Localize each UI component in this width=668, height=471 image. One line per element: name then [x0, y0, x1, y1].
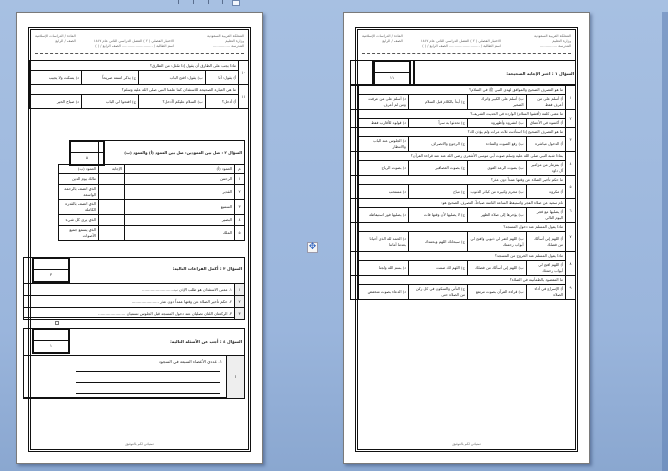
item-number: ٣ — [235, 308, 245, 320]
option-a[interactable]: أ) اللهم افتح لي أبواب رحمتك — [526, 261, 565, 276]
option-a[interactable]: أ) اللهم إني أسألك من فضلك — [526, 232, 565, 252]
grade-total: ٥ — [85, 155, 89, 160]
fill-in-blank[interactable]: ١. معنى الاستئذان هو طلب الإذن ب.......................... — [24, 284, 235, 296]
horizontal-ruler — [0, 0, 668, 8]
header-text: المادة / الدراسات الإسلامية — [362, 34, 403, 38]
option-c[interactable]: ج) التأني والسكون في كل ركن من الصلاة حتى — [408, 285, 467, 300]
table-row — [59, 215, 245, 226]
question3-table — [23, 283, 245, 320]
answer-cell[interactable] — [99, 200, 125, 215]
option-b[interactable]: ب) يؤخرها إلى صلاة الظهر — [468, 208, 527, 223]
option-b[interactable]: ب) قراءة القرآن بصوت مرتفع — [468, 285, 527, 300]
header-text: الاختبار الفصلي ( ٢ ) الفصل الدراسي الثاني عام ١٤٤٧ — [420, 39, 501, 43]
header-middle — [94, 39, 174, 49]
option-d[interactable]: د) الدعاء بصوت منخفض — [359, 285, 409, 300]
table-row — [59, 185, 245, 200]
question-text: ما معنى كلمة (أفشوا السلام) الواردة في الحديث الشريف؟ — [359, 110, 566, 119]
header-right — [207, 34, 244, 49]
ruler-tick — [222, 0, 223, 4]
page-footer: تمنياتي لكم بالتوفيق — [452, 442, 481, 446]
item-number: ١٠ — [239, 61, 249, 85]
question4-box — [23, 328, 245, 398]
ruler-indent-handle[interactable] — [232, 0, 240, 6]
page-border — [28, 27, 251, 452]
header-text: المدرسة ............... — [539, 44, 571, 48]
col-header-a: العمود (أ) — [125, 165, 235, 174]
question3-box — [23, 257, 245, 318]
question1-table — [350, 85, 576, 300]
item-number: ٤ — [566, 152, 576, 176]
column-a-cell: القدير — [125, 185, 235, 200]
option-b[interactable]: ب) أسلم على الكبير واترك الصغير — [468, 95, 527, 110]
option-a[interactable]: أ) مكروه — [526, 185, 565, 199]
row-number: ٤ — [235, 215, 245, 226]
option-b[interactable]: ب) انشروه وأظهروه — [468, 119, 527, 128]
margin-cell — [351, 176, 359, 199]
fill-in-blank[interactable]: ٢. حكم تأخير الصلاة عن وقتها عمداً دون عذر ...................... — [24, 296, 235, 308]
margin-cell — [351, 223, 359, 252]
question3-grade-box — [32, 257, 70, 283]
column-b-cell: الذي اتصف بالقدرة الكاملة — [59, 200, 99, 215]
header-text: وزارة التعليم — [552, 39, 571, 43]
option-c[interactable]: ج) سبحانك اللهم وبحمدك — [408, 232, 467, 252]
option-a[interactable]: أ) الدخول مباشرة — [526, 137, 565, 152]
option-b[interactable]: ب) السلام عليكم أأدخل؟ — [139, 95, 206, 109]
item-number: ٢ — [235, 296, 245, 308]
table-row — [59, 226, 245, 241]
question1-header — [350, 60, 576, 85]
column-a-cell: السميع — [125, 200, 235, 215]
column-a-cell: البصير — [125, 215, 235, 226]
header-text: المملكة العربية السعودية — [207, 34, 244, 38]
option-a[interactable]: أ) أسلم على من أعرف فقط — [526, 95, 565, 110]
question1-continued-table — [29, 60, 249, 109]
option-a[interactable]: أ) أكتموه في الأعماق — [526, 119, 565, 128]
option-a[interactable]: أ) أدخل؟ — [205, 95, 238, 109]
item-number: ١١ — [239, 85, 249, 109]
answer-line[interactable] — [76, 366, 220, 372]
ruler-tick — [193, 0, 194, 4]
header-text: اسم الطالبة / ........................... الصف الرابع / ( ) — [422, 44, 501, 48]
question-text: ما هو التصرف الصحيح والموافق لهدي النبي ﷺ في السلام؟ — [359, 86, 566, 95]
header-text: اسم الطالبة / ........................... الصف الرابع / ( ) — [95, 44, 174, 48]
header-text: الاختبار الفصلي ( ٢ ) الفصل الدراسي الثاني عام ١٤٤٧ — [93, 39, 174, 43]
question-text: ما هو التصرف الصحيح إذا استأذنت ثلاث مرات ولم يؤذن لك؟ — [359, 128, 566, 137]
option-d[interactable]: د) بسم الله ولجنا — [359, 261, 409, 276]
header-left — [35, 34, 76, 44]
answer-cell[interactable] — [99, 174, 125, 185]
answer-cell[interactable] — [99, 185, 125, 200]
option-a[interactable]: أ) الإسراع في أداء الصلاة — [526, 285, 565, 300]
question-text: ما هي العبارة الصحيحة للاستئذان كما علمنا النبي صلى الله عليه وسلم؟ — [30, 85, 239, 95]
option-d[interactable]: د) الحمد لله الذي أحيانا بعدما أماتنا — [359, 232, 409, 252]
grade-earned[interactable] — [375, 62, 409, 73]
header-text: المملكة العربية السعودية — [534, 34, 571, 38]
table-select-handle[interactable] — [55, 321, 59, 325]
option-d[interactable]: د) يصليها فور استيقاظه — [359, 208, 409, 223]
question4-grade-box — [32, 328, 70, 354]
option-a[interactable]: أ) يقول: أنا — [205, 71, 238, 85]
item-number: ١ — [226, 356, 244, 398]
row-number: ١ — [235, 174, 245, 185]
margin-cell — [351, 199, 359, 223]
header-divider — [35, 53, 244, 54]
col-header-b: العمود (ب) — [59, 165, 99, 174]
header-divider — [362, 53, 571, 54]
question-text: ما المقصود بالطمأنينة في الصلاة؟ — [359, 276, 566, 285]
question2-title: السؤال ٢ : صل بين العمودين: صل بين العمود (أ) والعمود (ب) — [99, 141, 245, 165]
question3-title: السؤال ٣ : أكمل الفراغات التالية: — [172, 266, 242, 271]
question1-grade-box — [373, 60, 411, 86]
ruler-tick — [208, 0, 209, 4]
question-text: ماذا يقول المسلم عند الخروج من المسجد؟ — [359, 252, 566, 261]
document-page-2[interactable] — [16, 12, 263, 464]
option-c[interactable]: ج) الرجوع والانصراف — [408, 137, 467, 152]
margin-cell — [351, 110, 359, 128]
header-text: وزارة التعليم — [225, 39, 244, 43]
item-number: ٥ — [566, 176, 576, 199]
column-b-cell: الذي يسمع جميع الأصوات — [59, 226, 99, 241]
column-b-cell: الذي يرى كل شيء — [59, 215, 99, 226]
window-edge — [662, 12, 668, 471]
answer-line[interactable] — [76, 377, 220, 383]
item-number: ٦ — [566, 199, 576, 223]
grade-total: ٣ — [49, 272, 53, 277]
col-header-answer: الإجابة — [99, 165, 125, 174]
question-text: ما حكم تأخير الصلاة عن وقتها عمداً دون عذر؟ — [359, 176, 566, 185]
header-text: المادة / الدراسات الإسلامية — [35, 34, 76, 38]
row-number: ٣ — [235, 200, 245, 215]
column-a-cell: الملك — [125, 226, 235, 241]
answer-cell[interactable] — [99, 215, 125, 226]
option-c[interactable]: ج) بصوت العصافير — [408, 161, 467, 176]
margin-cell — [351, 252, 359, 276]
grade-earned[interactable] — [34, 259, 68, 270]
item-number: ٧ — [566, 223, 576, 252]
option-b[interactable]: ب) اللهم اغفر لي ذنوبي وافتح لي أبواب رحمتك — [468, 232, 527, 252]
table-row — [59, 200, 245, 215]
page-footer: تمنياتي لكم بالتوفيق — [125, 442, 154, 446]
option-d[interactable]: د) يسكت ولا يجيب — [30, 71, 82, 85]
grade-earned[interactable] — [71, 142, 103, 153]
option-c[interactable]: ج) يذكر اسمه صريحاً — [81, 71, 138, 85]
question1-title: السؤال ١ : اختر الإجابة الصحيحة: — [506, 71, 574, 76]
item-number: ١ — [235, 284, 245, 296]
grade-total: ١١ — [389, 75, 395, 80]
question-text: بماذا شبه النبي صلى الله عليه وسلم صوت أبي موسى الأشعري رضي الله عنه عند قراءة القرآن؟ — [359, 152, 566, 161]
answer-line[interactable] — [76, 388, 220, 394]
option-d[interactable]: د) قولوه للأقارب فقط — [359, 119, 409, 128]
table-row — [59, 174, 245, 185]
margin-cell — [351, 86, 359, 110]
option-c[interactable]: ج) مباح — [408, 185, 467, 199]
column-b-cell: الذي اتصف بالرحمة الواسعة — [59, 185, 99, 200]
column-a-cell: الرحمن — [125, 174, 235, 185]
col-header-num: م — [235, 165, 245, 174]
option-d[interactable]: د) الجلوس عند الباب والانتظار — [359, 137, 409, 152]
column-b-cell: مالك يوم الدين — [59, 174, 99, 185]
exam-header — [362, 34, 571, 58]
option-d[interactable]: د) صباح الخير — [30, 95, 82, 109]
grade-earned[interactable] — [34, 330, 68, 341]
ruler-tick — [178, 0, 179, 4]
item-number: ٣ — [566, 128, 576, 152]
option-b[interactable]: ب) بصوت الرعد القوي — [468, 161, 527, 176]
question-text: ماذا يجب على الطارق أن يقول إذا سُئل: من الطارق؟ — [30, 61, 239, 71]
option-c[interactable]: ج) اللهم لك صمت — [408, 261, 467, 276]
margin-cell — [351, 128, 359, 152]
item-number: ٨ — [566, 252, 576, 276]
option-c[interactable]: ج) أبدأ بالكلام قبل السلام — [408, 95, 467, 110]
answer-cell[interactable] — [99, 226, 125, 241]
option-a[interactable]: أ) يصليها مع فجر اليوم التالي — [526, 208, 565, 223]
margin-cell — [351, 276, 359, 300]
question-text: نام سعيد عن صلاة الفجر واستيقظ الساعة الثامنة صباحاً، التصرف الصحيح هو: — [359, 199, 566, 208]
option-c[interactable]: ج) لا يصليها لأن وقتها فات — [408, 208, 467, 223]
exam-header — [35, 34, 244, 58]
divider — [413, 60, 415, 85]
option-c[interactable]: ج) تحدثوا به سراً — [408, 119, 467, 128]
grade-column — [350, 60, 373, 85]
option-d[interactable]: د) مستحب — [359, 185, 409, 199]
document-page-1[interactable] — [343, 12, 590, 464]
option-a[interactable]: أ) بمزمار من مزامير آل داود — [526, 161, 565, 176]
question4-answer-area — [23, 355, 245, 399]
item-number: ٩ — [566, 276, 576, 300]
margin-cell — [351, 152, 359, 176]
item-number: ١ — [566, 86, 576, 110]
question4-title: السؤال ٤ : أجب عن الأسئلة التالية: — [170, 339, 242, 344]
option-c[interactable]: ج) افتحوا لي الباب — [81, 95, 138, 109]
page-border — [355, 27, 578, 452]
header-text: المدرسة ............... — [212, 44, 244, 48]
row-number: ٢ — [235, 185, 245, 200]
option-b[interactable]: ب) محرم وكبيرة من كبائر الذنوب — [468, 185, 527, 199]
fill-in-blank[interactable]: ٣. الركعتان اللتان تصليان عند دخول المسجد قبل الجلوس تسميان ...................... — [24, 308, 235, 320]
option-b[interactable]: ب) رفع الصوت والمنادة — [468, 137, 527, 152]
option-d[interactable]: د) بصوت الرياح — [359, 161, 409, 176]
option-d[interactable]: د) أسلم على من عرفت ومن لم أعرف — [359, 95, 409, 110]
question-text: ١. عددي الأعضاء السبعة في السجود — [158, 359, 222, 364]
option-b[interactable]: ب) اللهم إني أسألك من فضلك — [468, 261, 527, 276]
option-b[interactable]: ب) يقول: افتح الباب — [139, 71, 206, 85]
header-text: الصف / الرابع — [55, 39, 76, 43]
item-number: ٢ — [566, 110, 576, 128]
grade-total: ١ — [49, 343, 53, 348]
header-text: الصف / الرابع — [382, 39, 403, 43]
table-move-handle-icon[interactable]: ✥ — [308, 242, 317, 252]
question2-grade-box — [69, 140, 105, 166]
question-text: ماذا يقول المسلم عند دخول المسجد؟ — [359, 223, 566, 232]
row-number: ٥ — [235, 226, 245, 241]
